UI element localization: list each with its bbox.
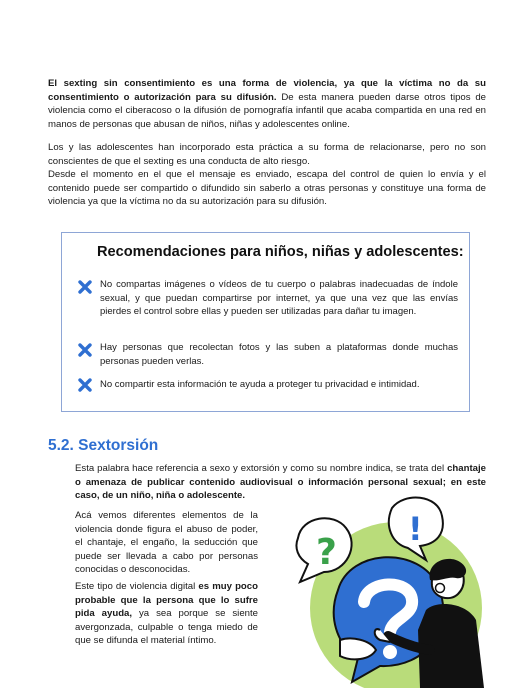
recommendation-item — [78, 341, 458, 368]
section-title: 5.2. Sextorsión — [48, 437, 159, 454]
cross-icon — [78, 343, 92, 357]
question-dot — [383, 645, 397, 659]
intro-bold: El sexting sin consentimiento es una forma de violencia, ya que la víctima no da su consentimiento o autorización para su difusión. — [48, 78, 486, 103]
person-with-question-illustration — [280, 490, 490, 688]
definition-bold: chantaje o amenaza de publicar contenido audiovisual o información personal sexual; en este caso, de un niño, niña o adolescente. — [75, 463, 486, 502]
recommendation-item — [78, 278, 458, 319]
adolescents-paragraph — [48, 141, 486, 209]
help-bold: es muy poco probable que la persona que lo sufre pida ayuda, — [75, 581, 258, 620]
svg-text:?: ? — [316, 532, 337, 573]
help-paragraph — [75, 580, 258, 648]
svg-text:!: ! — [408, 510, 423, 548]
adolescents-line2: Desde el momento en el que el mensaje es enviado, escapa del control de quien lo envía y el contenido puede ser compartido o difundido sin saberlo a otras personas y constituye una forma de violencia ya que la víctima no da su autorización para su difusión. — [48, 169, 486, 208]
violence-elements-paragraph: Acá vemos diferentes elementos de la violencia donde figura el abuso de poder, el chantaje, el engaño, la seducción que puede ser llevada a cabo por personas conocidas o desconocidas. — [75, 510, 258, 576]
recommendation-text: No compartir esta información te ayuda a proteger tu privacidad e intimidad. — [100, 379, 420, 390]
intro-rest: De esta manera pueden darse otros tipos de violencia como el ciberacoso o la difusión de pornografía infantil que acaba compartida en una red en manos de personas que abusan de niños, niñas y adolescentes online. — [48, 91, 486, 130]
recommendation-text: Hay personas que recolectan fotos y las suben a plataformas donde muchas personas pueden verlas. — [100, 342, 458, 367]
definition-start: Esta palabra hace referencia a sexo y extorsión y como su nombre indica, se trata del — [75, 463, 448, 474]
recommendations-title: Recomendaciones para niños, niñas y adolescentes: — [97, 244, 464, 260]
adolescents-line1: Los y las adolescentes han incorporado esta práctica a su forma de relacionarse, pero no son conscientes de que el sexting es una conducta de alto riesgo. — [48, 142, 486, 167]
recommendations-box — [61, 232, 470, 412]
recommendation-text: No compartas imágenes o vídeos de tu cuerpo o palabras inadecuadas de índole sexual, y que puedan compartirse por internet, ya que una vez que las envías pierdes el control sobre ellas y pueden ser utilizadas para dañar tu imagen. — [100, 279, 458, 318]
recommendation-item — [78, 378, 458, 392]
cross-icon — [78, 378, 92, 392]
help-start: Este tipo de violencia digital — [75, 581, 199, 592]
intro-paragraph — [48, 77, 486, 131]
help-end: ya sea porque se siente avergonzada, culpable o tenga miedo de que se difunda el material íntimo. — [75, 608, 258, 647]
cross-icon — [78, 280, 92, 294]
